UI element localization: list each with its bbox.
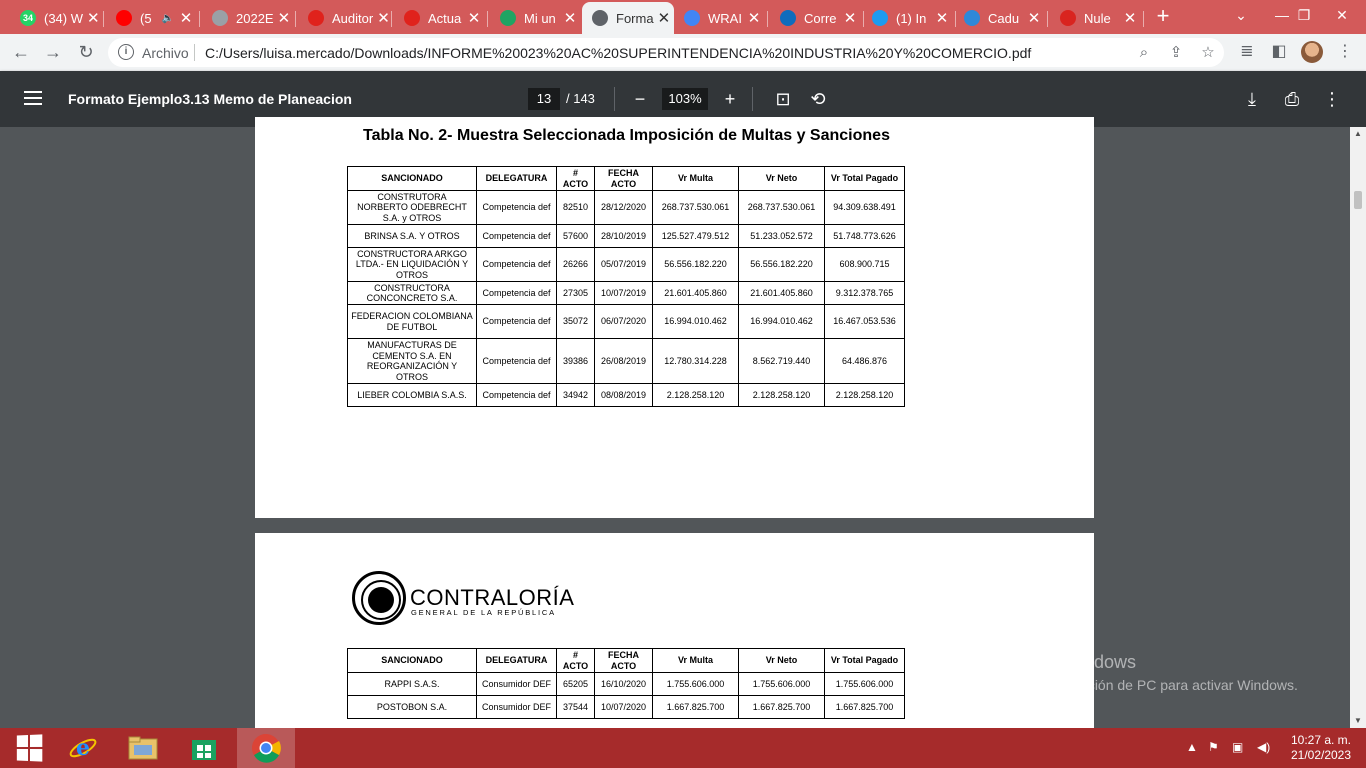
table-cell: 39386 <box>557 339 595 384</box>
column-header: FECHA ACTO <box>595 649 653 673</box>
zoom-in-icon[interactable]: + <box>724 89 736 109</box>
table-cell: 28/10/2019 <box>595 225 653 248</box>
column-header: SANCIONADO <box>348 649 477 673</box>
table-cell: 2.128.258.120 <box>739 384 825 407</box>
folder-icon <box>128 735 158 761</box>
table-row <box>348 225 905 248</box>
table-cell: FEDERACION COLOMBIANA DE FUTBOL <box>348 305 477 339</box>
outlook-icon <box>780 10 796 26</box>
close-tab-icon[interactable]: ✕ <box>935 10 949 27</box>
bookmark-star-icon[interactable]: ☆ <box>1201 44 1215 61</box>
scroll-up-icon[interactable]: ▲ <box>1354 129 1362 138</box>
column-header: SANCIONADO <box>348 167 477 191</box>
reading-list-icon[interactable]: ≣ <box>1240 43 1254 60</box>
close-tab-icon[interactable]: ✕ <box>843 10 857 27</box>
table-cell: 51.748.773.626 <box>825 225 905 248</box>
s-logo-icon <box>1060 10 1076 26</box>
table-cell: 8.562.719.440 <box>739 339 825 384</box>
table-cell: Competencia def <box>477 339 557 384</box>
table-cell: 16.994.010.462 <box>739 305 825 339</box>
column-header: Vr Multa <box>653 167 739 191</box>
divider <box>194 44 195 61</box>
table-cell: 268.737.530.061 <box>653 191 739 225</box>
tab-label: WRAI <box>708 10 742 26</box>
close-tab-icon[interactable]: ✕ <box>563 10 577 27</box>
table-cell: 1.667.825.700 <box>825 696 905 719</box>
activation-watermark-text: Ir a Configuración de PC para activar Windows. <box>1003 677 1298 693</box>
tab-search-button[interactable]: ⌄ <box>1235 7 1247 23</box>
clock-time: 10:27 a. m. <box>1290 733 1352 747</box>
table-cell: 28/12/2020 <box>595 191 653 225</box>
table-cell: 2.128.258.120 <box>825 384 905 407</box>
logo-name: CONTRALORÍA <box>410 585 575 610</box>
table-cell: 16.467.053.536 <box>825 305 905 339</box>
table-cell: Competencia def <box>477 225 557 248</box>
youtube-icon <box>116 10 132 26</box>
table-cell: Competencia def <box>477 305 557 339</box>
table-cell: 34942 <box>557 384 595 407</box>
table-cell: 26/08/2019 <box>595 339 653 384</box>
browser-tab[interactable] <box>10 4 104 32</box>
table-cell: 16.994.010.462 <box>653 305 739 339</box>
table-row <box>348 696 905 719</box>
volume-icon[interactable]: ◀) <box>1257 740 1271 754</box>
tab-separator <box>295 11 296 27</box>
more-actions-icon[interactable]: ⋮ <box>1323 89 1341 109</box>
download-icon[interactable]: ⤓ <box>1248 89 1256 109</box>
close-tab-icon[interactable]: ✕ <box>467 10 481 27</box>
browser-tab[interactable] <box>106 4 200 32</box>
table-cell: 08/08/2019 <box>595 384 653 407</box>
tab-separator <box>391 11 392 27</box>
share-icon[interactable]: ⇪ <box>1169 44 1183 61</box>
svg-text:e: e <box>76 735 90 761</box>
edge-icon <box>964 10 980 26</box>
table-cell: 1.667.825.700 <box>653 696 739 719</box>
close-window-button[interactable]: ✕ <box>1336 7 1348 23</box>
scroll-down-icon[interactable]: ▼ <box>1354 716 1362 725</box>
browser-tab[interactable] <box>298 4 392 32</box>
sanctions-table <box>347 166 905 407</box>
table-title: Tabla No. 2- Muestra Seleccionada Imposición de Multas y Sanciones <box>363 127 890 144</box>
table-cell: 1.755.606.000 <box>653 673 739 696</box>
url-text[interactable]: C:/Users/luisa.mercado/Downloads/INFORME%20023%20AC%20SUPERINTENDENCIA%20INDUSTRIA%20Y%20COMERCIO.pdf <box>205 45 1032 61</box>
forward-button[interactable]: → <box>44 42 62 62</box>
table-cell: MANUFACTURAS DE CEMENTO S.A. EN REORGANIZACIÓN Y OTROS <box>348 339 477 384</box>
browser-tab[interactable] <box>770 4 864 32</box>
browser-tab[interactable] <box>582 2 674 34</box>
table-cell: 27305 <box>557 282 595 305</box>
zoom-icon[interactable]: ⌕ <box>1139 44 1149 61</box>
avatar[interactable] <box>1301 41 1323 63</box>
table-row <box>348 384 905 407</box>
table-cell: 26266 <box>557 248 595 282</box>
opera-icon <box>308 10 324 26</box>
table-row <box>348 248 905 282</box>
column-header: FECHA ACTO <box>595 167 653 191</box>
column-header: Vr Neto <box>739 649 825 673</box>
site-info-icon[interactable]: i <box>118 44 134 60</box>
column-header: Vr Total Pagado <box>825 167 905 191</box>
side-panel-icon[interactable]: ◧ <box>1271 43 1287 60</box>
table-cell: Consumidor DEF <box>477 673 557 696</box>
table-cell: 16/10/2020 <box>595 673 653 696</box>
browser-tab[interactable] <box>490 4 584 32</box>
table-cell: 05/07/2019 <box>595 248 653 282</box>
column-header: Vr Total Pagado <box>825 649 905 673</box>
table-cell: CONSTRUCTORA CONCONCRETO S.A. <box>348 282 477 305</box>
drive-icon <box>500 10 516 26</box>
new-tab-button[interactable]: + <box>1156 3 1170 28</box>
table-cell: 65205 <box>557 673 595 696</box>
opera-icon <box>404 10 420 26</box>
scheme-label: Archivo <box>142 45 189 61</box>
menu-icon[interactable] <box>24 91 42 105</box>
clock-date: 21/02/2023 <box>1290 748 1352 762</box>
zoom-input[interactable]: 103% <box>662 88 708 110</box>
table-cell: POSTOBON S.A. <box>348 696 477 719</box>
table-cell: LIEBER COLOMBIA S.A.S. <box>348 384 477 407</box>
globe-icon <box>592 10 608 26</box>
column-header: DELEGATURA <box>477 167 557 191</box>
table-cell: 37544 <box>557 696 595 719</box>
table-row <box>348 305 905 339</box>
logo-circle-icon <box>352 571 406 625</box>
table-cell: 82510 <box>557 191 595 225</box>
docs-icon <box>684 10 700 26</box>
browser-tab[interactable] <box>862 4 956 32</box>
table-cell: Consumidor DEF <box>477 696 557 719</box>
taskbar-explorer[interactable] <box>114 728 172 768</box>
table-row <box>348 282 905 305</box>
close-tab-icon[interactable]: ✕ <box>1027 10 1041 27</box>
tab-separator <box>767 11 768 27</box>
back-button[interactable]: ← <box>12 42 30 62</box>
table-cell: 608.900.715 <box>825 248 905 282</box>
rotate-icon[interactable]: ⟲ <box>810 89 826 109</box>
column-header: Vr Multa <box>653 649 739 673</box>
table-row <box>348 339 905 384</box>
scroll-thumb[interactable] <box>1354 191 1362 209</box>
table-cell: 268.737.530.061 <box>739 191 825 225</box>
tab-label: (34) W <box>44 10 83 26</box>
network-icon[interactable]: ▣ <box>1232 740 1244 754</box>
table-cell: 21.601.405.860 <box>739 282 825 305</box>
tab-separator <box>1143 11 1144 27</box>
address-bar[interactable] <box>108 38 1224 67</box>
pdf-viewport[interactable] <box>0 127 1350 728</box>
taskbar-chrome[interactable] <box>237 728 295 768</box>
zoom-out-icon[interactable]: − <box>634 89 646 109</box>
tab-separator <box>487 11 488 27</box>
close-tab-icon[interactable]: ✕ <box>657 10 671 27</box>
tab-label: Nule <box>1084 10 1111 26</box>
page-total: / 143 <box>566 91 595 106</box>
windows-icon <box>17 734 42 761</box>
start-button[interactable] <box>0 728 58 768</box>
activation-watermark-title: Activar Windows <box>1003 652 1137 672</box>
table-row <box>348 673 905 696</box>
document-title: Formato Ejemplo3.13 Memo de Planeacion <box>68 91 352 107</box>
action-center-icon[interactable]: ⚑ <box>1208 740 1219 754</box>
tab-label: Forma <box>616 10 654 26</box>
tab-label: Auditor <box>332 10 374 26</box>
globe-icon <box>212 10 228 26</box>
taskbar <box>0 728 1366 768</box>
chrome-icon <box>251 733 281 763</box>
table-cell: 1.755.606.000 <box>739 673 825 696</box>
table-cell: 9.312.378.765 <box>825 282 905 305</box>
tab-label: Actua <box>428 10 462 26</box>
vertical-scrollbar[interactable] <box>1350 127 1366 728</box>
divider <box>614 87 615 111</box>
table-cell: 2.128.258.120 <box>653 384 739 407</box>
table-cell: BRINSA S.A. Y OTROS <box>348 225 477 248</box>
logo-subtitle: GENERAL DE LA REPÚBLICA <box>411 608 556 617</box>
minimize-button[interactable]: — <box>1275 7 1289 23</box>
table-cell: 10/07/2020 <box>595 696 653 719</box>
table-cell: 21.601.405.860 <box>653 282 739 305</box>
table-cell: 94.309.638.491 <box>825 191 905 225</box>
pdf-page-13 <box>255 117 1094 518</box>
tab-label: Cadu <box>988 10 1020 26</box>
table-cell: Competencia def <box>477 248 557 282</box>
internet-explorer-icon <box>68 733 98 763</box>
page-number-input[interactable]: 13 <box>528 88 560 110</box>
contraloria-logo <box>352 571 582 629</box>
browser-tab[interactable] <box>394 4 488 32</box>
clock[interactable] <box>1288 733 1354 763</box>
table-cell: 64.486.876 <box>825 339 905 384</box>
table-cell: Competencia def <box>477 384 557 407</box>
table-cell: 06/07/2020 <box>595 305 653 339</box>
table-cell: 57600 <box>557 225 595 248</box>
table-cell: RAPPI S.A.S. <box>348 673 477 696</box>
table-cell: 56.556.182.220 <box>653 248 739 282</box>
table-cell: CONSTRUTORA NORBERTO ODEBRECHT S.A. y OTROS <box>348 191 477 225</box>
table-cell: Competencia def <box>477 191 557 225</box>
tab-label: Mi un <box>524 10 556 26</box>
divider <box>752 87 753 111</box>
table-cell: 12.780.314.228 <box>653 339 739 384</box>
reload-button[interactable]: ↻ <box>78 42 94 62</box>
print-icon[interactable]: ⎙ <box>1284 89 1300 109</box>
tab-label: (5 <box>140 10 152 26</box>
audio-icon[interactable]: 🔈 <box>161 12 174 24</box>
tab-separator <box>103 11 104 27</box>
whatsapp-icon: 34 <box>20 10 36 26</box>
tab-label: (1) In <box>896 10 927 26</box>
fit-page-icon[interactable]: ⊡ <box>775 89 791 109</box>
twitter-icon <box>872 10 888 26</box>
browser-toolbar <box>0 34 1366 71</box>
close-tab-icon[interactable]: ✕ <box>277 10 291 27</box>
store-icon <box>190 734 218 762</box>
close-tab-icon[interactable]: ✕ <box>87 10 100 27</box>
table-cell: 51.233.052.572 <box>739 225 825 248</box>
tab-separator <box>199 11 200 27</box>
taskbar-store[interactable] <box>175 728 233 768</box>
column-header: DELEGATURA <box>477 649 557 673</box>
close-tab-icon[interactable]: ✕ <box>377 10 390 27</box>
column-header: # ACTO <box>557 167 595 191</box>
table-cell: CONSTRUCTORA ARKGO LTDA.- EN LIQUIDACIÓN Y OTROS <box>348 248 477 282</box>
show-hidden-icons[interactable]: ▲ <box>1186 740 1198 754</box>
table-cell: 1.755.606.000 <box>825 673 905 696</box>
table-cell: 1.667.825.700 <box>739 696 825 719</box>
table-cell: 10/07/2019 <box>595 282 653 305</box>
browser-tab[interactable] <box>1050 4 1144 32</box>
taskbar-ie[interactable] <box>54 728 112 768</box>
column-header: Vr Neto <box>739 167 825 191</box>
tab-label: 2022E <box>236 10 274 26</box>
table-cell: 56.556.182.220 <box>739 248 825 282</box>
browser-tab[interactable] <box>202 4 296 32</box>
menu-dots-icon[interactable]: ⋮ <box>1337 43 1353 60</box>
table-cell: 35072 <box>557 305 595 339</box>
table-cell: Competencia def <box>477 282 557 305</box>
restore-button[interactable]: ❐ <box>1297 7 1311 23</box>
browser-tab[interactable] <box>674 4 768 32</box>
close-tab-icon[interactable]: ✕ <box>1123 10 1137 27</box>
close-tab-icon[interactable]: ✕ <box>747 10 761 27</box>
sanctions-table-continued <box>347 648 905 719</box>
close-tab-icon[interactable]: ✕ <box>179 10 193 27</box>
tab-label: Corre <box>804 10 837 26</box>
tab-separator <box>1047 11 1048 27</box>
browser-tab[interactable] <box>954 4 1048 32</box>
table-row <box>348 191 905 225</box>
column-header: # ACTO <box>557 649 595 673</box>
table-cell: 125.527.479.512 <box>653 225 739 248</box>
